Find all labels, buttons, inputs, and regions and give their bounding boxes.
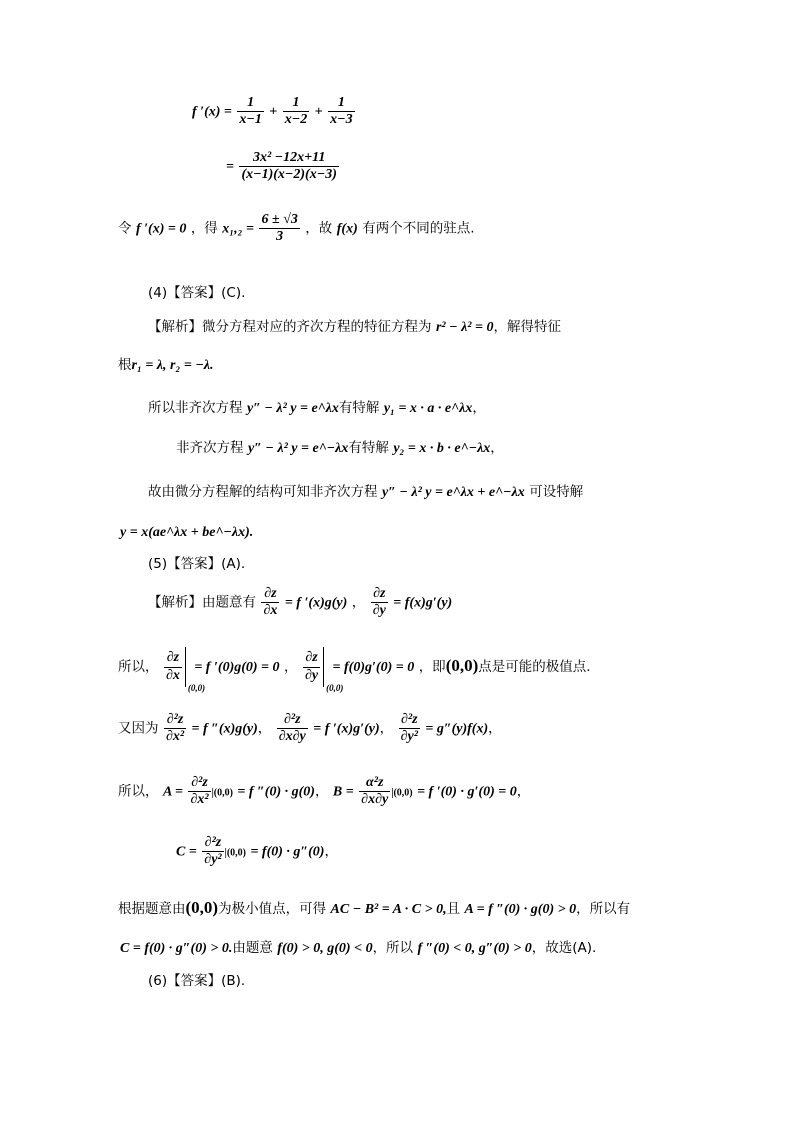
C-eval-point: (0,0) [226, 847, 246, 859]
d2x-rhs: = f ″(x)g(y) [191, 721, 258, 737]
fraction-A [188, 775, 210, 808]
roots-eq: r₁ = λ, r₂ = −λ [131, 358, 211, 373]
C-rhs: = f(0) · g″(0) [250, 844, 325, 860]
first-eq2: = f(0)g′(0) = 0 [332, 660, 415, 675]
line1-prefix: 所以非齐次方程 [148, 400, 243, 416]
derivative-equation [192, 95, 356, 128]
term1-num: 1 [237, 95, 263, 112]
q5-second-order [118, 712, 502, 745]
abc-prefix: 所以， [118, 783, 159, 800]
fraction-dzdy [371, 586, 388, 619]
fx: f(x) [336, 221, 358, 237]
fraction-dxy [277, 712, 308, 745]
second-end: ， [488, 720, 502, 737]
q4-answer: (4)【答案】(C). [148, 285, 246, 301]
second-prefix: 又因为 [118, 720, 159, 737]
A-eval: |(0,0) [211, 787, 233, 799]
C-den: ∂y² [204, 852, 222, 868]
dzdx-den: ∂x [263, 603, 278, 619]
eval-bar [323, 647, 344, 693]
dzdy-eval-den: ∂y [304, 667, 319, 683]
first-prefix: 所以， [118, 659, 159, 675]
concl-tail: ，所以有 [576, 901, 631, 917]
last-eq2: f(0) > 0, g(0) < 0 [277, 941, 373, 956]
q5-conclusion [118, 899, 630, 917]
q5-first-order [118, 647, 591, 693]
d2y-num: ∂²z [399, 712, 420, 729]
line2-prefix: 非齐次方程 [176, 440, 244, 456]
A-lhs: A = [162, 784, 183, 800]
line1-mid: 有特解 [338, 400, 380, 416]
line3-eq: y″ − λ² y = e^λx + e^−λx [381, 485, 525, 500]
cond-eq: f ′(x) = 0 [135, 221, 187, 237]
term3-den: x−3 [330, 112, 353, 128]
first-tail: 点是可能的极值点. [478, 659, 591, 675]
fraction-B [359, 775, 390, 808]
q4-analysis [148, 320, 561, 335]
fraction-term2 [283, 95, 309, 128]
q5-abc [118, 775, 530, 808]
dzdx-rhs: = f ′(x)g(y) [284, 595, 348, 611]
term1-den: x−1 [239, 112, 262, 128]
text-mid: ，得 [190, 220, 218, 237]
root-den: 3 [276, 229, 284, 245]
analysis-text: 由题意有 [202, 594, 256, 611]
last-eq1: C = f(0) · g″(0) > 0. [120, 941, 233, 956]
dzdx-num: ∂z [261, 586, 279, 603]
fraction-dzdx [261, 586, 279, 619]
char-eq: r² − λ² = 0 [435, 320, 494, 335]
fraction-d2y [399, 712, 420, 745]
B-rhs: = f ′(0) · g′(0) = 0 [417, 784, 517, 800]
last-mid2: ，所以 [372, 940, 414, 956]
q4-roots [118, 358, 214, 373]
A-rhs: = f ″(0) · g(0) [237, 784, 315, 800]
line2-eq: y″ − λ² y = e^−λx [247, 441, 349, 456]
separator: ， [257, 720, 272, 737]
line1-eq: y″ − λ² y = e^λx [246, 401, 339, 416]
last-tail: ，故选(A). [531, 940, 597, 956]
line1-end: ， [472, 400, 486, 416]
A-eval-point: (0,0) [213, 787, 233, 799]
eval-point: (0,0) [326, 683, 344, 693]
concl-mid2: 且 [446, 901, 461, 917]
B-den: ∂x∂y [361, 792, 389, 808]
point: (0,0) [185, 898, 219, 917]
analysis-tail: ，解得特征 [493, 319, 561, 335]
B-num: α²z [359, 775, 390, 792]
d2x-den: ∂x² [165, 729, 185, 745]
dxy-rhs: = f ′(x)g′(y) [313, 721, 380, 737]
dzdy-rhs: = f(x)g′(y) [393, 595, 453, 611]
q5-C [176, 835, 338, 868]
roots-label: 根 [118, 357, 132, 373]
analysis-label: 【解析】 [148, 319, 202, 335]
C-end: ， [324, 843, 338, 860]
roots-end: . [210, 358, 214, 373]
fraction-C [202, 835, 223, 868]
dxy-den: ∂x∂y [278, 729, 306, 745]
concl-mid1: 为极小值点，可得 [218, 901, 327, 917]
C-num: ∂²z [202, 835, 223, 852]
deriv-lhs: f ′(x) = [192, 104, 232, 120]
d2y-den: ∂y² [400, 729, 418, 745]
q4-line2 [176, 441, 504, 456]
term3-num: 1 [328, 95, 354, 112]
separator: ， [351, 594, 366, 611]
q4-line1 [148, 401, 486, 416]
term2-den: x−2 [284, 112, 308, 128]
q5-answer: (5)【答案】(A). [148, 556, 246, 572]
analysis-label: 【解析】 [148, 594, 202, 611]
point: (0,0) [445, 656, 479, 675]
text-tail: ，故 [305, 220, 333, 237]
root-num: 6 ± √3 [259, 212, 299, 229]
term2-num: 1 [283, 95, 309, 112]
separator: ， [314, 783, 329, 800]
line2-end: ， [490, 440, 504, 456]
line3-prefix: 故由微分方程解的结构可知非齐次方程 [148, 484, 378, 500]
fraction-term3 [328, 95, 354, 128]
text-tail2: 有两个不同的驻点. [362, 220, 475, 237]
fraction-root [259, 212, 299, 245]
line2-mid: 有特解 [348, 440, 389, 456]
q6-answer: (6)【答案】(B). [148, 973, 246, 989]
first-eq1: = f ′(0)g(0) = 0 [194, 660, 280, 675]
first-mid: ，即 [418, 659, 446, 675]
stationary-line [118, 212, 475, 245]
fraction-d2x [164, 712, 186, 745]
q5-analysis [148, 586, 452, 619]
dxy-num: ∂²z [277, 712, 308, 729]
abc-end: ， [516, 783, 531, 800]
fraction-dzdy-eval [303, 650, 320, 683]
eval-bar [185, 647, 206, 693]
q4-line3 [148, 485, 583, 500]
separator: ， [283, 659, 298, 675]
dzdx-eval-den: ∂x [165, 667, 180, 683]
concl-prefix: 根据题意由 [118, 901, 186, 917]
concl-eq2: A = f ″(0) · g(0) > 0 [464, 902, 577, 917]
q5-last [120, 941, 596, 956]
d2x-num: ∂²z [164, 712, 186, 729]
B-eval: |(0,0) [391, 787, 413, 799]
plus-sign: + [314, 104, 323, 120]
B-lhs: B = [332, 784, 354, 800]
x-label: x₁,₂ = [222, 221, 255, 237]
fraction-dzdx-eval [164, 650, 182, 683]
dzdy-num: ∂z [371, 586, 388, 603]
text-lead: 令 [118, 220, 132, 237]
combined-equation [226, 150, 340, 183]
fraction-combined [239, 150, 338, 183]
C-lhs: C = [176, 844, 197, 860]
A-den: ∂x² [190, 792, 209, 808]
q4-final-solution: y = x(ae^λx + be^−λx). [120, 525, 254, 540]
combined-den: (x−1)(x−2)(x−3) [241, 167, 337, 183]
concl-eq1: AC − B² = A · C > 0, [330, 902, 447, 917]
dzdy-eval-num: ∂z [303, 650, 320, 667]
eval-point: (0,0) [187, 683, 206, 693]
analysis-text: 微分方程对应的齐次方程的特征方程为 [202, 319, 432, 335]
last-mid: 由题意 [232, 940, 273, 956]
d2y-rhs: = g″(y)f(x) [425, 721, 489, 737]
fraction-term1 [237, 95, 263, 128]
line2-sol: y₂ = x · b · e^−λx [393, 441, 491, 456]
line1-sol: y₁ = x · a · e^λx [383, 401, 473, 416]
C-eval: |(0,0) [224, 847, 246, 859]
dzdx-eval-num: ∂z [164, 650, 182, 667]
line3-mid: 可设特解 [529, 484, 584, 500]
B-eval-point: (0,0) [393, 787, 413, 799]
equals-sign: = [226, 159, 234, 175]
A-num: ∂²z [188, 775, 210, 792]
last-eq3: f ″(0) < 0, g″(0) > 0 [417, 941, 532, 956]
combined-num: 3x² −12x+11 [239, 150, 338, 167]
plus-sign: + [269, 104, 278, 120]
separator: ， [379, 720, 394, 737]
dzdy-den: ∂y [372, 603, 386, 619]
